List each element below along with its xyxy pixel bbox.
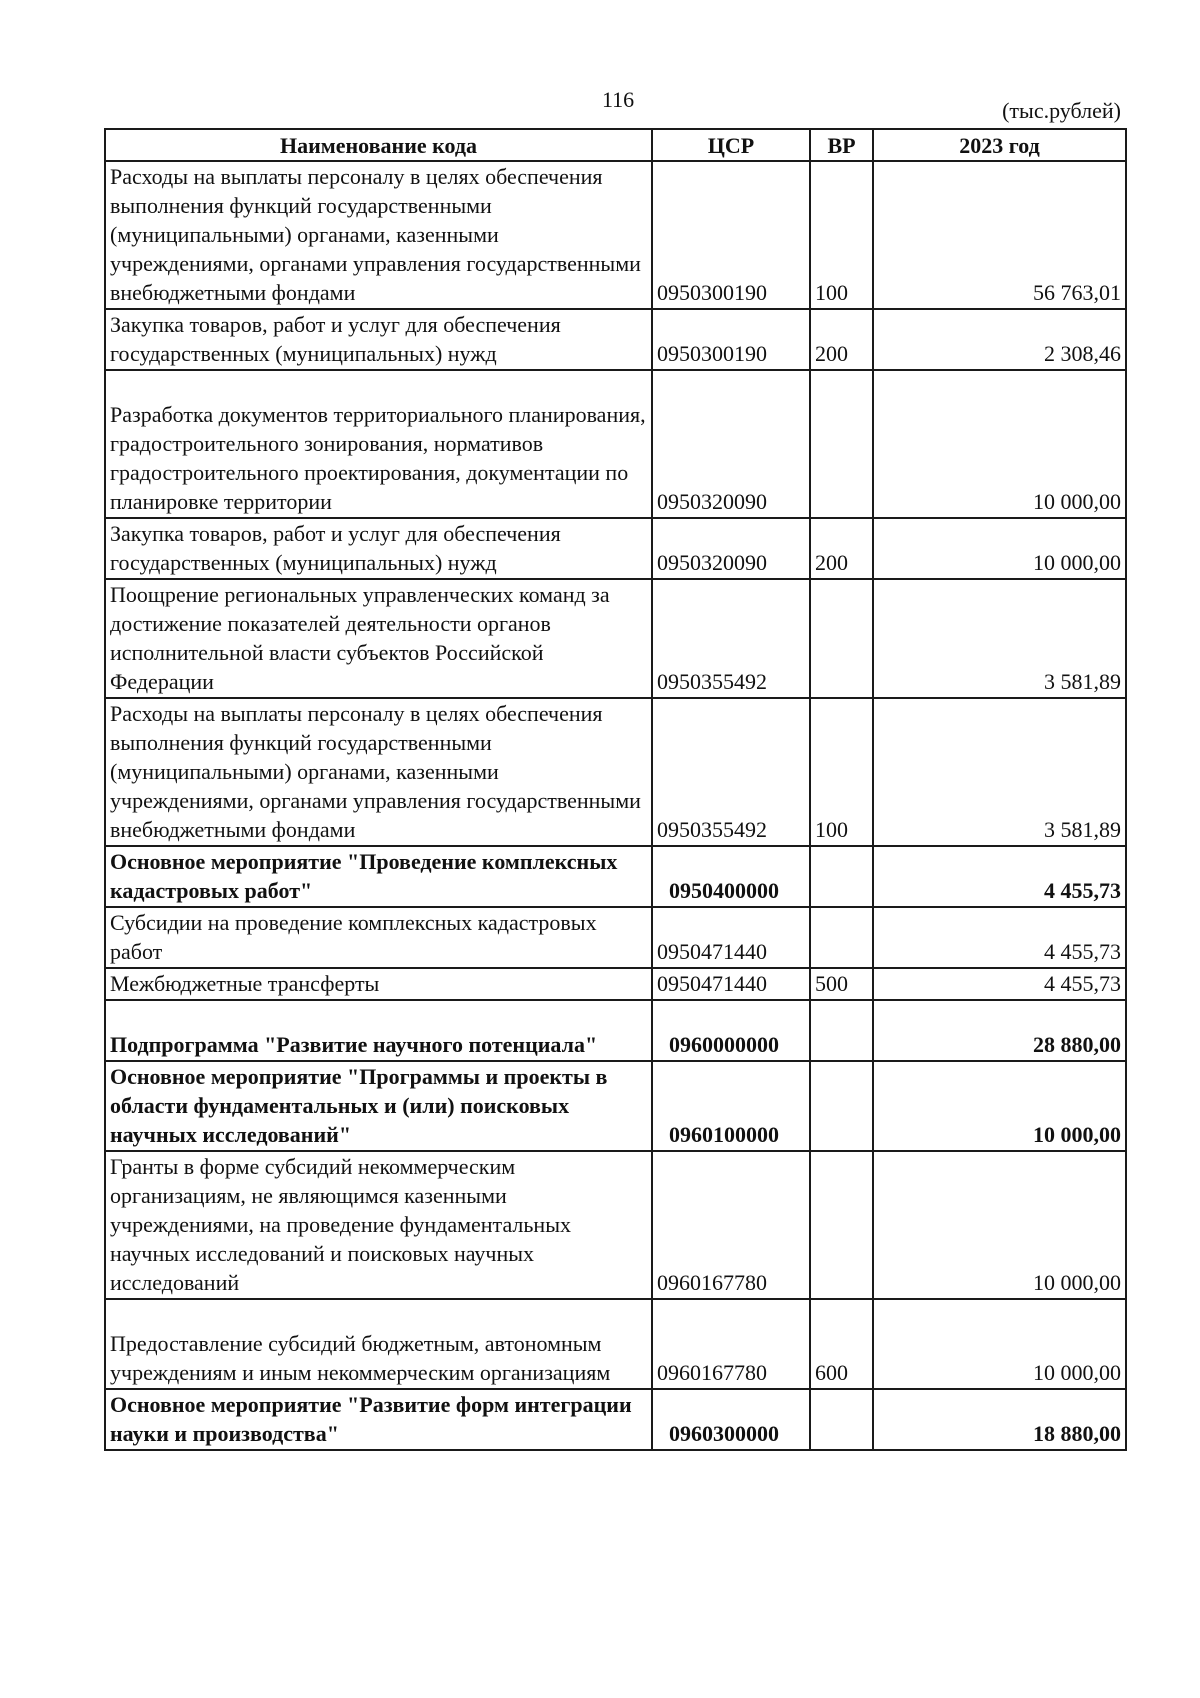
row-csr: 0950300190 [652,309,810,370]
row-name: Основное мероприятие "Проведение комплексных кадастровых работ" [105,846,652,907]
row-name: Субсидии на проведение комплексных кадастровых работ [105,907,652,968]
row-name: Закупка товаров, работ и услуг для обеспечения государственных (муниципальных) нужд [105,518,652,579]
row-name: Межбюджетные трансферты [105,968,652,1000]
row-csr: 0950400000 [652,846,810,907]
row-amount: 10 000,00 [873,370,1126,518]
budget-table [104,128,1127,1451]
row-amount: 3 581,89 [873,698,1126,846]
table-row [105,1151,1126,1299]
table-row [105,309,1126,370]
row-name: Подпрограмма "Развитие научного потенциала" [105,1000,652,1061]
row-vr: 200 [810,309,873,370]
row-amount: 56 763,01 [873,161,1126,309]
row-csr: 0960100000 [652,1061,810,1151]
row-vr [810,1000,873,1061]
row-vr: 500 [810,968,873,1000]
row-amount: 4 455,73 [873,968,1126,1000]
units-label: (тыс.рублей) [1002,98,1121,123]
row-vr: 600 [810,1299,873,1389]
table-row [105,968,1126,1000]
row-vr [810,907,873,968]
page-number: 116 [602,87,635,112]
row-vr [810,579,873,698]
row-vr [810,370,873,518]
row-name: Основное мероприятие "Программы и проекты в области фундаментальных и (или) поисковых научных исследований" [105,1061,652,1151]
row-csr: 0950471440 [652,907,810,968]
row-csr: 0950355492 [652,579,810,698]
row-csr: 0960300000 [652,1389,810,1450]
table-header-row [105,129,1126,161]
row-name: Гранты в форме субсидий некоммерческим организациям, не являющимся казенными учреждениями, на проведение фундаментальных научных исследований и поисковых научных исследований [105,1151,652,1299]
row-csr: 0950320090 [652,518,810,579]
table-row [105,1061,1126,1151]
row-amount: 28 880,00 [873,1000,1126,1061]
row-amount: 10 000,00 [873,1061,1126,1151]
row-csr: 0950320090 [652,370,810,518]
row-name: Поощрение региональных управленческих команд за достижение показателей деятельности органов исполнительной власти субъектов Российской Федерации [105,579,652,698]
row-csr: 0950355492 [652,698,810,846]
table-row [105,161,1126,309]
row-csr: 0960000000 [652,1000,810,1061]
row-amount: 18 880,00 [873,1389,1126,1450]
row-amount: 4 455,73 [873,846,1126,907]
row-csr: 0950471440 [652,968,810,1000]
row-name: Расходы на выплаты персоналу в целях обеспечения выполнения функций государственными (муниципальными) органами, казенными учреждениями, органами управления государственными внебюджетными фондами [105,698,652,846]
header-name: Наименование кода [105,129,652,161]
table-row [105,1389,1126,1450]
row-vr [810,1151,873,1299]
header-csr: ЦСР [652,129,810,161]
row-amount: 10 000,00 [873,1299,1126,1389]
row-vr: 100 [810,161,873,309]
row-vr [810,1061,873,1151]
row-amount: 10 000,00 [873,1151,1126,1299]
table-row [105,518,1126,579]
row-vr: 200 [810,518,873,579]
row-name: Закупка товаров, работ и услуг для обеспечения государственных (муниципальных) нужд [105,309,652,370]
row-amount: 4 455,73 [873,907,1126,968]
table-row [105,579,1126,698]
table-row [105,698,1126,846]
header-vr: ВР [810,129,873,161]
row-vr: 100 [810,698,873,846]
table-row [105,846,1126,907]
row-vr [810,1389,873,1450]
row-csr: 0960167780 [652,1299,810,1389]
row-csr: 0960167780 [652,1151,810,1299]
row-amount: 2 308,46 [873,309,1126,370]
row-name: Предоставление субсидий бюджетным, автономным учреждениям и иным некоммерческим организациям [105,1299,652,1389]
row-csr: 0950300190 [652,161,810,309]
table-row [105,907,1126,968]
row-name: Основное мероприятие "Развитие форм интеграции науки и производства" [105,1389,652,1450]
row-name: Разработка документов территориального планирования, градостроительного зонирования, нормативов градостроительного проектирования, документации по планировке территории [105,370,652,518]
table-row [105,1000,1126,1061]
row-vr [810,846,873,907]
row-amount: 3 581,89 [873,579,1126,698]
row-amount: 10 000,00 [873,518,1126,579]
header-year: 2023 год [873,129,1126,161]
table-row [105,370,1126,518]
table-row [105,1299,1126,1389]
row-name: Расходы на выплаты персоналу в целях обеспечения выполнения функций государственными (муниципальными) органами, казенными учреждениями, органами управления государственными внебюджетными фондами [105,161,652,309]
